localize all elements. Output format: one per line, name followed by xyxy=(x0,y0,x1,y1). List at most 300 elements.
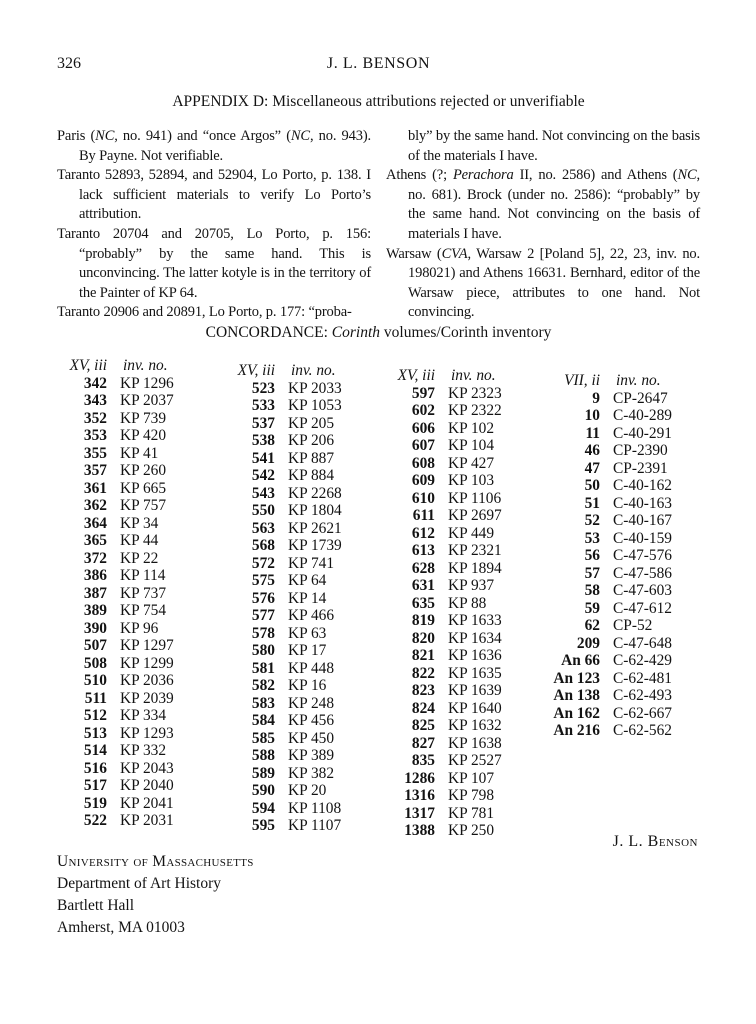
concordance-row xyxy=(57,742,215,760)
concordance-row xyxy=(385,472,543,490)
volume-number: 47 xyxy=(584,459,600,477)
volume-number: 533 xyxy=(251,397,275,414)
inventory-number: KP 1632 xyxy=(448,717,502,734)
concordance-row xyxy=(225,625,383,643)
inventory-number: KP 2036 xyxy=(120,672,174,689)
inventory-number: KP 448 xyxy=(288,659,335,677)
volume-number: 635 xyxy=(411,594,435,612)
inventory-number: KP 450 xyxy=(288,729,335,747)
concordance-row xyxy=(385,700,543,718)
concordance-row xyxy=(225,765,383,783)
concordance-row xyxy=(57,777,215,795)
concordance-row xyxy=(225,800,383,818)
inventory-number: KP 2043 xyxy=(120,759,174,777)
concordance-row xyxy=(385,647,543,665)
affiliation-building: Bartlett Hall xyxy=(57,897,135,914)
inventory-number: KP 1108 xyxy=(288,799,342,817)
concordance-row xyxy=(385,770,543,788)
concordance-row xyxy=(545,600,703,618)
concordance-row xyxy=(225,432,383,450)
appendix-right-column xyxy=(386,127,700,323)
inventory-number: KP 1639 xyxy=(448,682,502,699)
author-signature: J. L. Benson xyxy=(612,833,698,850)
concordance-row xyxy=(545,565,703,583)
volume-number: 9 xyxy=(592,389,600,407)
inventory-number: KP 741 xyxy=(288,554,335,572)
inventory-number: C-40-291 xyxy=(613,424,672,442)
volume-number: 342 xyxy=(83,374,107,392)
affiliation-block xyxy=(57,851,254,939)
concordance-row xyxy=(385,420,543,438)
concordance-row xyxy=(225,397,383,415)
volume-number: 821 xyxy=(411,647,435,664)
concordance-row xyxy=(385,822,543,840)
page-number: 326 xyxy=(57,55,81,72)
volume-number: 62 xyxy=(584,617,600,634)
concordance-row xyxy=(545,705,703,723)
inventory-number: KP 1293 xyxy=(120,724,174,742)
concordance-row xyxy=(57,427,215,445)
concordance-row xyxy=(545,495,703,513)
inventory-number: KP 63 xyxy=(288,624,327,642)
inventory-number: KP 2039 xyxy=(120,689,174,707)
concordance-row xyxy=(225,817,383,835)
volume-number: 602 xyxy=(411,402,435,419)
concordance-row xyxy=(225,590,383,608)
affiliation-institution: University of Massachusetts xyxy=(57,853,254,870)
volume-number: 583 xyxy=(251,694,275,712)
volume-number: 365 xyxy=(83,532,107,549)
inventory-number: CP-52 xyxy=(613,617,653,634)
volume-number: 606 xyxy=(411,419,435,437)
inventory-number: KP 14 xyxy=(288,589,327,607)
volume-number: 819 xyxy=(411,612,435,629)
concordance-row xyxy=(385,542,543,560)
concordance-row xyxy=(385,665,543,683)
volume-number: 390 xyxy=(83,619,107,637)
concordance-header-row xyxy=(225,362,383,380)
volume-number: 835 xyxy=(411,752,435,769)
concordance-row xyxy=(57,795,215,813)
concordance-row xyxy=(385,805,543,823)
volume-number: 594 xyxy=(251,799,275,817)
volume-number: An 66 xyxy=(561,652,600,669)
volume-number: 53 xyxy=(584,529,600,547)
volume-number: 568 xyxy=(251,537,275,554)
inventory-number: KP 2697 xyxy=(448,507,502,524)
concordance-row xyxy=(385,577,543,595)
concordance-header-row xyxy=(545,372,703,390)
concordance-row xyxy=(225,555,383,573)
concordance-row xyxy=(57,760,215,778)
volume-number: 824 xyxy=(411,699,435,717)
inventory-number: KP 2527 xyxy=(448,752,502,769)
appendix-title: APPENDIX D: Miscellaneous attributions rejected or unverifiable xyxy=(172,93,585,110)
concordance-row xyxy=(57,532,215,550)
inventory-number: KP 1107 xyxy=(288,817,342,834)
volume-number: 343 xyxy=(83,392,107,409)
inventory-number: KP 466 xyxy=(288,607,335,624)
inventory-number: KP 449 xyxy=(448,524,495,542)
volume-number: An 138 xyxy=(553,687,600,704)
concordance-row xyxy=(545,460,703,478)
volume-number: 537 xyxy=(251,414,275,432)
concordance-row xyxy=(57,585,215,603)
concordance-row xyxy=(225,537,383,555)
concordance-row xyxy=(545,582,703,600)
inventory-number: KP 937 xyxy=(448,577,495,594)
inventory-number: KP 382 xyxy=(288,764,335,782)
concordance-row xyxy=(57,480,215,498)
concordance-column xyxy=(225,362,383,835)
volume-number: 519 xyxy=(83,794,107,812)
concordance-row xyxy=(225,660,383,678)
affiliation-department: Department of Art History xyxy=(57,875,222,892)
inventory-number: C-40-167 xyxy=(613,512,672,529)
appendix-entry: Taranto 20704 and 20705, Lo Porto, p. 156: “probably” by the same hand. This is unconvincing. The latter kotyle is in the territory of the Painter of KP 64. xyxy=(57,225,371,301)
concordance-row xyxy=(225,730,383,748)
volume-number: 52 xyxy=(584,512,600,529)
inventory-number: KP 389 xyxy=(288,747,335,764)
volume-column-header: XV, iii xyxy=(397,367,435,384)
concordance-row xyxy=(545,390,703,408)
affiliation-city: Amherst, MA 01003 xyxy=(57,919,185,936)
concordance-row xyxy=(385,560,543,578)
concordance-row xyxy=(57,637,215,655)
volume-number: 364 xyxy=(83,514,107,532)
concordance-row xyxy=(57,497,215,515)
inventory-number: KP 1894 xyxy=(448,559,502,577)
concordance-row xyxy=(225,695,383,713)
inventory-number: C-47-612 xyxy=(613,599,672,617)
inventory-number: KP 41 xyxy=(120,444,159,462)
volume-number: 58 xyxy=(584,582,600,599)
volume-number: 372 xyxy=(83,549,107,567)
concordance-row xyxy=(385,595,543,613)
inventory-number: KP 798 xyxy=(448,787,495,804)
volume-number: 57 xyxy=(584,564,600,582)
volume-number: 572 xyxy=(251,554,275,572)
volume-number: 542 xyxy=(251,467,275,484)
volume-number: 512 xyxy=(83,707,107,724)
volume-number: 543 xyxy=(251,484,275,502)
concordance-row xyxy=(545,687,703,705)
volume-number: 825 xyxy=(411,717,435,734)
inventory-number: KP 1299 xyxy=(120,654,174,672)
inventory-number: KP 104 xyxy=(448,437,495,454)
inventory-number: KP 2321 xyxy=(448,542,502,559)
volume-number: 563 xyxy=(251,519,275,537)
volume-number: 550 xyxy=(251,502,275,519)
inventory-number: C-62-667 xyxy=(613,704,672,722)
inventory-number: CP-2390 xyxy=(613,442,668,459)
inventory-number: KP 665 xyxy=(120,479,167,497)
volume-number: 822 xyxy=(411,664,435,682)
volume-number: 517 xyxy=(83,777,107,794)
concordance-row xyxy=(225,502,383,520)
inventory-number: KP 332 xyxy=(120,742,167,759)
volume-number: 386 xyxy=(83,567,107,584)
concordance-row xyxy=(385,385,543,403)
volume-number: 209 xyxy=(576,634,600,652)
running-head: J. L. BENSON xyxy=(326,55,431,72)
concordance-header-row xyxy=(57,357,215,375)
concordance-row xyxy=(385,490,543,508)
inventory-number: KP 781 xyxy=(448,804,495,822)
volume-number: 575 xyxy=(251,572,275,589)
volume-column-header: XV, iii xyxy=(69,357,107,374)
concordance-row xyxy=(57,690,215,708)
concordance-row xyxy=(385,455,543,473)
concordance-row xyxy=(545,635,703,653)
volume-number: 608 xyxy=(411,454,435,472)
concordance-column xyxy=(545,372,703,740)
volume-number: 589 xyxy=(251,764,275,782)
inventory-number: KP 2041 xyxy=(120,794,174,812)
concordance-row xyxy=(545,477,703,495)
volume-number: 588 xyxy=(251,747,275,764)
concordance-row xyxy=(225,572,383,590)
volume-number: 514 xyxy=(83,742,107,759)
concordance-row xyxy=(57,550,215,568)
volume-number: 46 xyxy=(584,442,600,459)
inventory-number: KP 107 xyxy=(448,769,495,787)
inventory-number: C-47-576 xyxy=(613,547,672,564)
volume-number: 1316 xyxy=(404,787,435,804)
inventory-number: KP 737 xyxy=(120,584,167,602)
volume-number: 1286 xyxy=(404,769,435,787)
appendix-entry: Athens (?; Perachora II, no. 2586) and Athens (NC, no. 681). Brock (under no. 2586): “probably” by the same hand. Not convincing on the basis of materials I have. xyxy=(386,167,700,242)
inventory-number: KP 248 xyxy=(288,694,335,712)
inventory-number: C-40-159 xyxy=(613,529,672,547)
appendix-left-column xyxy=(57,127,371,323)
inventory-number: KP 420 xyxy=(120,427,167,444)
volume-number: An 216 xyxy=(553,722,600,739)
concordance-row xyxy=(57,655,215,673)
inventory-number: C-47-586 xyxy=(613,564,672,582)
inventory-number: C-40-163 xyxy=(613,494,672,512)
volume-number: 590 xyxy=(251,782,275,799)
concordance-row xyxy=(57,672,215,690)
volume-number: 628 xyxy=(411,559,435,577)
volume-number: 51 xyxy=(584,494,600,512)
inventory-number: KP 260 xyxy=(120,462,167,479)
inventory-number: C-40-162 xyxy=(613,477,672,494)
inventory-number: KP 44 xyxy=(120,532,159,549)
inv-no-column-header: inv. no. xyxy=(616,372,661,389)
inventory-number: KP 102 xyxy=(448,419,495,437)
concordance-row xyxy=(225,415,383,433)
concordance-row xyxy=(545,652,703,670)
concordance-row xyxy=(57,812,215,830)
inventory-number: KP 456 xyxy=(288,712,335,729)
inventory-number: KP 884 xyxy=(288,467,335,484)
appendix-body xyxy=(57,127,700,323)
concordance-row xyxy=(385,735,543,753)
volume-number: 56 xyxy=(584,547,600,564)
concordance-row xyxy=(57,620,215,638)
volume-number: 609 xyxy=(411,472,435,489)
inventory-number: KP 205 xyxy=(288,414,335,432)
concordance-row xyxy=(57,515,215,533)
concordance-row xyxy=(385,402,543,420)
volume-number: An 162 xyxy=(553,704,600,722)
concordance-row xyxy=(385,682,543,700)
volume-column-header: XV, iii xyxy=(237,362,275,379)
inventory-number: KP 64 xyxy=(288,572,327,589)
inv-no-column-header: inv. no. xyxy=(123,357,168,374)
inventory-number: KP 887 xyxy=(288,449,335,467)
volume-number: 611 xyxy=(412,507,435,524)
appendix-entry: bly” by the same hand. Not convincing on the basis of the materials I have. xyxy=(408,128,700,164)
inventory-number: KP 20 xyxy=(288,782,327,799)
inventory-number: KP 1296 xyxy=(120,374,174,392)
volume-number: 507 xyxy=(83,637,107,654)
inventory-number: KP 754 xyxy=(120,602,167,619)
concordance-row xyxy=(545,407,703,425)
concordance-heading: CONCORDANCE: Corinth volumes/Corinth inventory xyxy=(205,324,552,341)
volume-number: 612 xyxy=(411,524,435,542)
inventory-number: CP-2647 xyxy=(613,389,668,407)
concordance-row xyxy=(225,607,383,625)
volume-number: 1317 xyxy=(404,804,435,822)
inventory-number: KP 757 xyxy=(120,497,167,514)
concordance-column xyxy=(385,367,543,840)
concordance-row xyxy=(545,530,703,548)
volume-number: 352 xyxy=(83,409,107,427)
inventory-number: CP-2391 xyxy=(613,459,668,477)
volume-number: 513 xyxy=(83,724,107,742)
volume-number: 361 xyxy=(83,479,107,497)
concordance-row xyxy=(57,462,215,480)
inventory-number: KP 16 xyxy=(288,677,327,694)
inventory-number: KP 206 xyxy=(288,432,335,449)
volume-number: 10 xyxy=(584,407,600,424)
inventory-number: KP 1739 xyxy=(288,537,342,554)
appendix-entry: Taranto 20906 and 20891, Lo Porto, p. 177: “proba- xyxy=(57,304,352,321)
inventory-number: KP 2268 xyxy=(288,484,342,502)
concordance-row xyxy=(545,425,703,443)
volume-number: 389 xyxy=(83,602,107,619)
inventory-number: KP 17 xyxy=(288,642,327,659)
concordance-row xyxy=(545,617,703,635)
volume-number: 357 xyxy=(83,462,107,479)
inventory-number: KP 739 xyxy=(120,409,167,427)
volume-number: 577 xyxy=(251,607,275,624)
concordance-row xyxy=(225,677,383,695)
volume-number: 516 xyxy=(83,759,107,777)
volume-number: 576 xyxy=(251,589,275,607)
volume-number: 585 xyxy=(251,729,275,747)
concordance-row xyxy=(225,642,383,660)
volume-number: 820 xyxy=(411,629,435,647)
inventory-number: C-62-562 xyxy=(613,722,672,739)
concordance-row xyxy=(225,747,383,765)
volume-number: 631 xyxy=(411,577,435,594)
inventory-number: KP 114 xyxy=(120,567,166,584)
concordance-row xyxy=(57,392,215,410)
inventory-number: KP 103 xyxy=(448,472,495,489)
inventory-number: KP 88 xyxy=(448,594,487,612)
volume-number: 610 xyxy=(411,489,435,507)
concordance-row xyxy=(545,722,703,740)
inv-no-column-header: inv. no. xyxy=(291,362,336,379)
volume-number: 581 xyxy=(251,659,275,677)
volume-number: 595 xyxy=(251,817,275,834)
volume-number: 508 xyxy=(83,654,107,672)
concordance-row xyxy=(57,445,215,463)
concordance-row xyxy=(545,512,703,530)
inventory-number: C-47-648 xyxy=(613,634,672,652)
volume-number: 362 xyxy=(83,497,107,514)
volume-number: 584 xyxy=(251,712,275,729)
inventory-number: KP 1638 xyxy=(448,734,502,752)
concordance-row xyxy=(57,707,215,725)
volume-number: 607 xyxy=(411,437,435,454)
volume-number: 541 xyxy=(251,449,275,467)
concordance-row xyxy=(545,670,703,688)
volume-number: An 123 xyxy=(553,669,600,687)
concordance-row xyxy=(225,520,383,538)
volume-number: 355 xyxy=(83,444,107,462)
concordance-row xyxy=(385,437,543,455)
page-header xyxy=(57,55,700,73)
concordance-row xyxy=(385,752,543,770)
concordance-row xyxy=(385,525,543,543)
inv-no-column-header: inv. no. xyxy=(451,367,496,384)
volume-number: 353 xyxy=(83,427,107,444)
volume-number: 510 xyxy=(83,672,107,689)
volume-number: 538 xyxy=(251,432,275,449)
concordance-row xyxy=(225,380,383,398)
inventory-number: KP 1297 xyxy=(120,637,174,654)
volume-number: 1388 xyxy=(404,822,435,839)
concordance-row xyxy=(385,630,543,648)
volume-number: 523 xyxy=(251,379,275,397)
volume-number: 597 xyxy=(411,384,435,402)
volume-number: 827 xyxy=(411,734,435,752)
inventory-number: KP 2033 xyxy=(288,379,342,397)
concordance-row xyxy=(385,787,543,805)
inventory-number: KP 96 xyxy=(120,619,159,637)
appendix-entry: Warsaw (CVA, Warsaw 2 [Poland 5], 22, 23, inv. no. 198021) and Athens 16631. Bernhard, editor of the Warsaw piece, attributes to one hand. Not convincing. xyxy=(386,245,700,321)
concordance-row xyxy=(225,712,383,730)
concordance-row xyxy=(225,782,383,800)
concordance-row xyxy=(225,485,383,503)
inventory-number: C-62-493 xyxy=(613,687,672,704)
concordance-row xyxy=(545,442,703,460)
inventory-number: KP 2037 xyxy=(120,392,174,409)
volume-number: 578 xyxy=(251,624,275,642)
inventory-number: KP 1053 xyxy=(288,397,342,414)
concordance-row xyxy=(225,450,383,468)
volume-number: 823 xyxy=(411,682,435,699)
concordance-row xyxy=(57,602,215,620)
volume-number: 582 xyxy=(251,677,275,694)
appendix-entry: Paris (NC, no. 941) and “once Argos” (NC, no. 943). By Payne. Not verifiable. xyxy=(57,128,372,164)
volume-number: 580 xyxy=(251,642,275,659)
concordance-column xyxy=(57,357,215,830)
volume-number: 50 xyxy=(584,477,600,494)
volume-number: 59 xyxy=(584,599,600,617)
inventory-number: KP 1640 xyxy=(448,699,502,717)
concordance-row xyxy=(225,467,383,485)
concordance-row xyxy=(385,507,543,525)
appendix-entry: Taranto 52893, 52894, and 52904, Lo Porto, p. 138. I lack sufficient materials to verify Lo Porto’s attribution. xyxy=(57,167,371,223)
inventory-number: KP 1804 xyxy=(288,502,342,519)
inventory-number: KP 34 xyxy=(120,514,159,532)
volume-number: 11 xyxy=(585,424,600,442)
